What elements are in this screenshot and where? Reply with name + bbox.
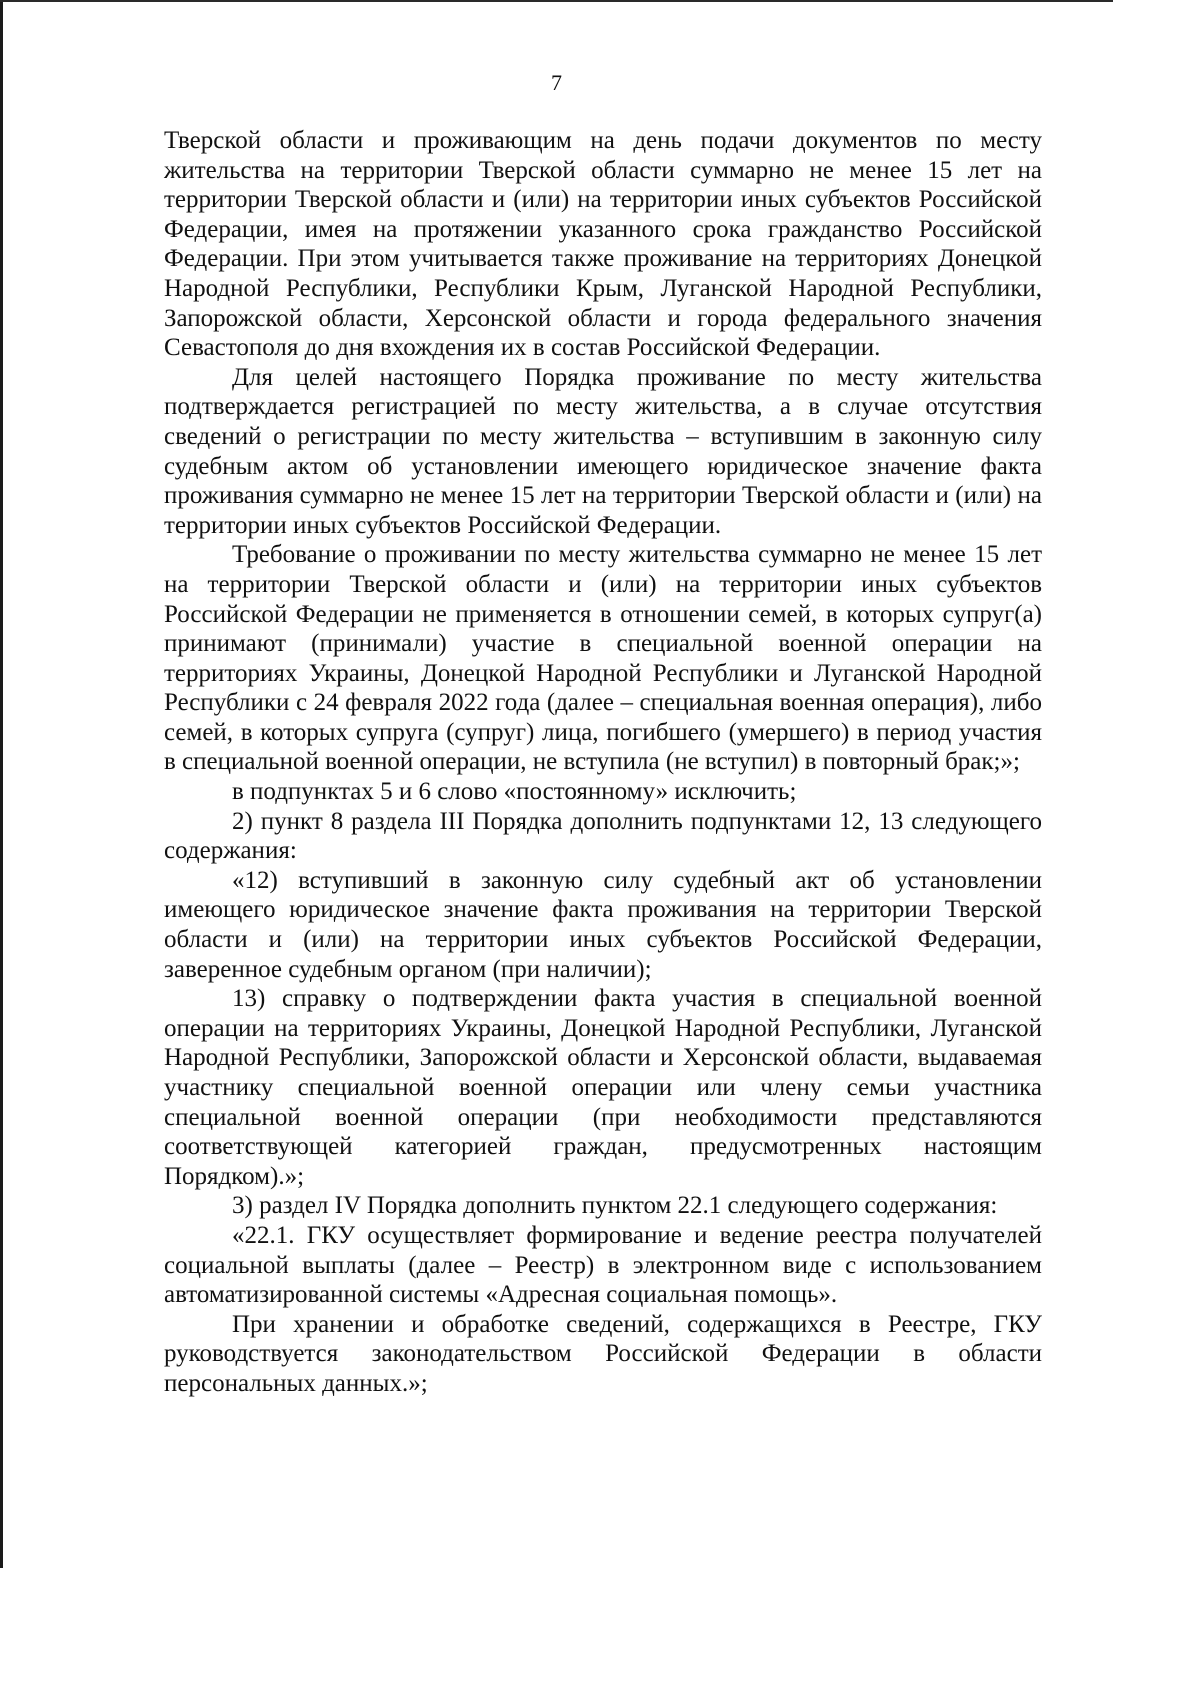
paragraph-1: Тверской области и проживающим на день подачи документов по месту жительства на территории Тверской области суммарно не менее 15 лет на территории Тверской области и (или) на территории иных субъектов Российской Федерации, имея на протяжении указанного срока гражданство Российской Федерации. При этом учитывается также проживание на территориях Донецкой Народной Республики, Республики Крым, Луганской Народной Республики, Запорожской области, Херсонской области и города федерального значения Севастополя до дня вхождения их в состав Российской Федерации. [164,127,1042,362]
paragraph-2: Для целей настоящего Порядка проживание по месту жительства подтверждается регистрацией по месту жительства, а в случае отсутствия сведений о регистрации по месту жительства – вступившим в законную силу судебным актом об установлении имеющего юридическое значение факта проживания суммарно не менее 15 лет на территории Тверской области и (или) на территории иных субъектов Российской Федерации. [164,363,1042,539]
paragraph-5: 2) пункт 8 раздела III Порядка дополнить подпунктами 12, 13 следующего содержания: [164,807,1042,865]
paragraph-4: в подпунктах 5 и 6 слово «постоянному» исключить; [232,778,797,806]
paragraph-7: 13) справку о подтверждении факта участия в специальной военной операции на территориях Украины, Донецкой Народной Республики, Луганской Народной Республики, Запорожской области и Херсонской области, выдаваемая участнику специальной военной операции или члену семьи участника специальной военной операции (при необходимости представляются соответствующей категорией граждан, предусмотренных настоящим Порядком).»; [164,985,1042,1190]
scan-edge-left [0,0,3,1568]
paragraph-6: «12) вступивший в законную силу судебный акт об установлении имеющего юридическое значение факта проживания на территории Тверской области и (или) на территории иных субъектов Российской Федерации, заверенное судебным органом (при наличии); [164,866,1042,983]
page-number: 7 [551,70,562,95]
paragraph-3: Требование о проживании по месту жительства суммарно не менее 15 лет на территории Тверской области и (или) на территории иных субъектов Российской Федерации не применяется в отношении семей, в которых супруг(а) принимают (принимали) участие в специальной военной операции на территориях Украины, Донецкой Народной Республики и Луганской Народной Республики с 24 февраля 2022 года (далее – специальная военная операция), либо семей, в которых супруга (супруг) лица, погибшего (умершего) в период участия в специальной военной операции, не вступила (не вступил) в повторный брак;»; [164,541,1042,776]
paragraph-8: 3) раздел IV Порядка дополнить пунктом 22.1 следующего содержания: [232,1192,998,1220]
document-body [164,126,1042,1399]
paragraph-10: При хранении и обработке сведений, содержащихся в Реестре, ГКУ руководствуется законодательством Российской Федерации в области персональных данных.»; [164,1310,1042,1397]
scan-edge-top [0,0,1113,2]
paragraph-9: «22.1. ГКУ осуществляет формирование и ведение реестра получателей социальной выплаты (далее – Реестр) в электронном виде с использованием автоматизированной системы «Адресная социальная помощь». [164,1221,1042,1309]
